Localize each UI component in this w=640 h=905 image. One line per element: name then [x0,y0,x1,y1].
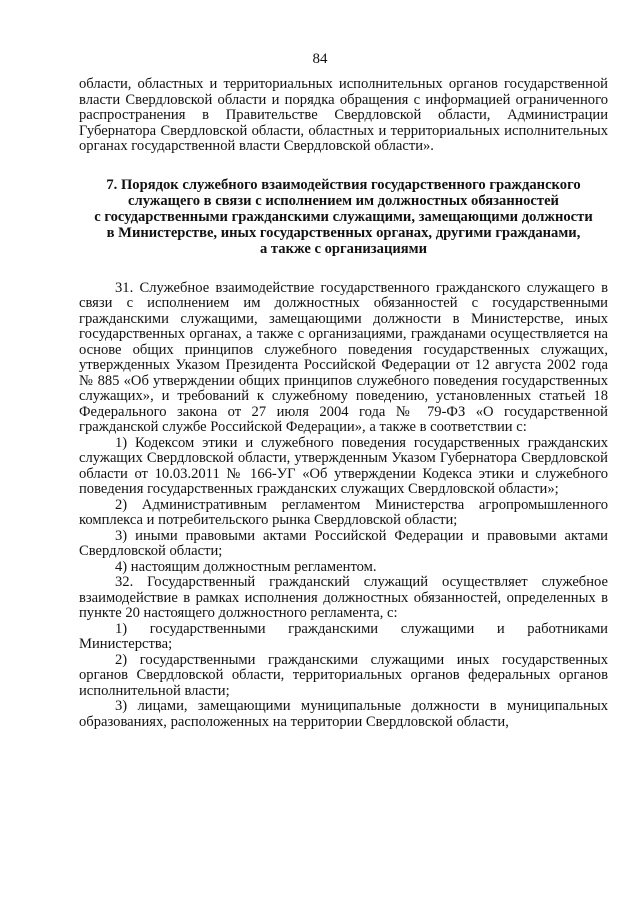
document-body [79,77,608,730]
page-number: 84 [312,51,328,67]
list-item: 4) настоящим должностным регламентом. [115,558,377,575]
section-heading-line: служащего в связи с исполнением им должностных обязанностей [128,192,559,209]
list-item: 1) государственными гражданскими служащими и работниками Министерства; [79,620,608,652]
list-item: 3) иными правовыми актами Российской Федерации и правовыми актами Свердловской области; [79,527,608,559]
list-item: 3) лицами, замещающими муниципальные должности в муниципальных образованиях, расположенных на территории Свердловской области, [79,698,608,730]
section-heading-line: с государственными гражданскими служащими, замещающими должности [94,208,593,225]
intro-paragraph: области, областных и территориальных исполнительных органов государственной власти Свердловской области и порядка обращения с информацией ограниченного распространения в Правительстве Свердловской области, Администрации Губернатора Свердловской области, областных и территориальных исполнительных органах государственной власти Свердловской области». [79,76,608,154]
paragraph-32: 32. Государственный гражданский служащий осуществляет служебное взаимодействие в рамках исполнения должностных обязанностей, определенных в пункте 20 настоящего должностного регламента, с: [79,574,608,621]
paragraph-31: 31. Служебное взаимодействие государственного гражданского служащего в связи с исполнением им должностных обязанностей с государственными гражданскими служащими, замещающими должности в Министерстве, иных государственных органах, а также с организациями, гражданами осуществляется на основе общих принципов служебного поведения государственных служащих, утвержденных Указом Президента Российской Федерации от 12 августа 2002 года № 885 «Об утверждении общих принципов служебного поведения государственных служащих», и требований к служебному поведению, установленных статьей 18 Федерального закона от 27 июля 2004 года № 79-ФЗ «О государственной гражданской службе Российской Федерации», а также в соответствии с: [79,279,608,435]
section-heading-line: а также с организациями [259,240,428,257]
list-item: 2) государственными гражданскими служащими иных государственных органов Свердловской области, территориальных органов федеральных органов исполнительной власти; [79,651,608,699]
section-heading-line: в Министерстве, иных государственных органах, другими гражданами, [106,224,581,241]
list-item: 1) Кодексом этики и служебного поведения государственных гражданских служащих Свердловской области, утвержденным Указом Губернатора Свердловской области от 10.03.2011 № 166-УГ «Об утверждении Кодекса этики и служебного поведения государственных гражданских служащих Свердловской области»; [79,434,608,497]
section-heading [79,177,608,257]
list-item: 2) Административным регламентом Министерства агропромышленного комплекса и потребительского рынка Свердловской области; [79,496,608,528]
section-heading-line: 7. Порядок служебного взаимодействия государственного гражданского [106,176,581,193]
